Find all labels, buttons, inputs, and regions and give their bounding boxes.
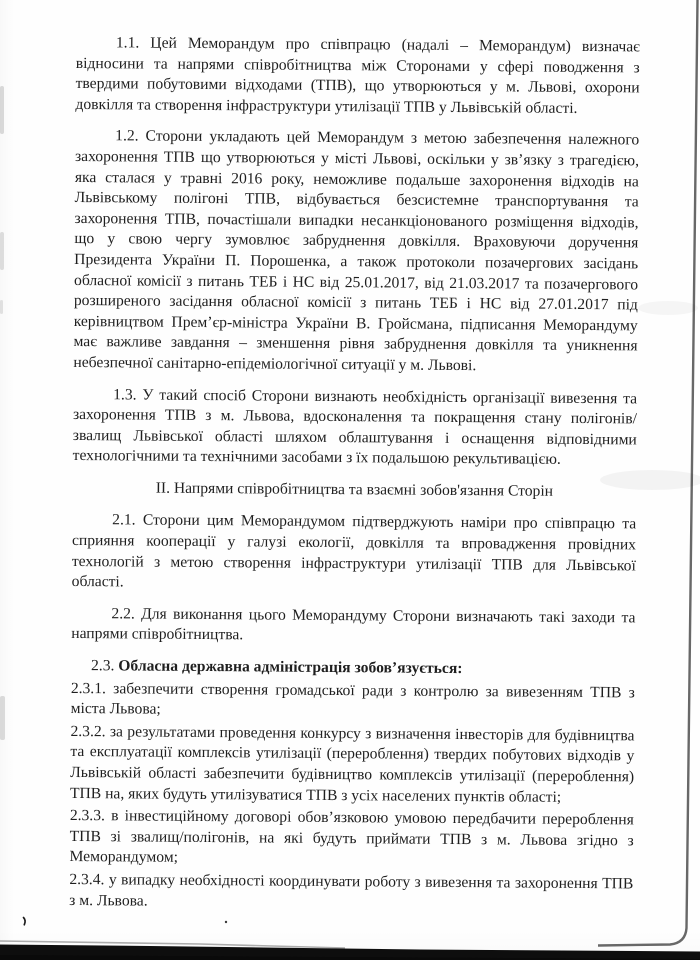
left-edge-smudge (0, 86, 4, 134)
paragraph-2-2: 2.2. Для виконання цього Меморандуму Сторони визначають такі заходи та напрями співробітництва. (71, 605, 636, 644)
clause-2-3-4: 2.3.4. у випадку необхідності координувати роботу з вивезення та захоронення ТПВ з м. Львова. (69, 870, 634, 910)
paragraph-1-2: 1.2. Сторони укладають цей Меморандум з метою забезпечення належного захоронення ТПВ що утворюються у місті Львові, оскільки у зв’язку з трагедією, яка сталася у травні 2016 року, неможливе подальше захоронення відходів на Львівському полігоні ТПВ, відбувається безсистемне транспортування та захоронення ТПВ, почастішали випадки несанкціонованого розміщення відходів, що у свою чергу зумовлює забруднення довкілля. Враховуючи доручення Президента України П. Порошенка, а також протоколи позачергових засідань обласної комісії з питань ТЕБ і НС від 25.01.2017, від 21.03.2017 та позачергового розширеного засідання обласної комісії з питань ТЕБ і НС від 27.01.2017 під керівництвом Прем’єр-міністра України В. Гройсмана, підписання Меморандуму має важливе завдання – зменшення рівня забруднення довкілля та уникнення небезпечної санітарно-епідеміологічної ситуації у м. Львові. (73, 127, 640, 375)
page-text (69, 33, 640, 918)
scan-smudge (638, 301, 698, 315)
paragraph-1-1: 1.1. Цей Меморандум про співпрацю (надалі – Меморандум) визначає відносини та напрями співробітництва між Сторонами у сфері поводження з твердими побутовими відходами (ТПВ), що утворюються у м. Львові, охорони довкілля та створення інфраструктури утилізації ТПВ у Львівській області. (75, 34, 640, 117)
clause-2-3-2: 2.3.2. за результатами проведення конкурсу з визначення інвесторів для будівництва та експлуатації комплексів утилізації (перероблення) твердих побутових відходів у Львівській області забезпечити будівництво комплексів утилізації (перероблення) ТПВ на, яких будуть утилізуватися ТПВ з усіх населених пунктів області; (69, 722, 635, 806)
clause-2-3-1: 2.3.1. забезпечити створення громадської ради з контролю за вивезенням ТПВ з міста Львова; (70, 679, 635, 718)
left-edge-smudge (0, 232, 4, 270)
clause-2-3-3: 2.3.3. в інвестиційному договорі обов’язковою умовою передбачити перероблення ТПВ зі звалищ/полігонів, на які будуть приймати ТПВ з м. Львова згідно з Меморандумом; (69, 807, 634, 867)
left-edge-smudge (0, 696, 5, 740)
ink-speck-dot (225, 921, 227, 923)
paragraph-2-1: 2.1. Сторони цим Меморандумом підтверджують наміри про співпрацю та сприяння кооперації у галузі екології, довкілля та впровадження провідних технологій з метою створення інфраструктури утилізації ТПВ для Львівської області. (71, 511, 637, 591)
clause-head-number: 2.3. (90, 657, 115, 675)
bottom-scan-band (0, 945, 700, 960)
paragraph-1-3: 1.3. У такий спосіб Сторони визнають необхідність організації вивезення та захоронення ТПВ з м. Львова, вдосконалення та покращення стану полігонів/звалищ Львівської області шляхом облаштування і оснащення відповідними технологічними та технічними засобами з їх подальшою рекультивацією. (72, 385, 638, 469)
bottom-edge-gray-line (0, 941, 345, 948)
left-edge-smudge (0, 300, 3, 314)
ink-speck-comma (24, 918, 26, 925)
bottom-scan-band-taper (0, 955, 700, 960)
clause-head-bold-text: Обласна державна адміністрація зобов’язується: (118, 657, 463, 678)
clause-head-2-3 (71, 656, 635, 681)
section-heading-2: II. Напрями співробітництва та взаємні зобов'язання Сторін (155, 479, 554, 500)
